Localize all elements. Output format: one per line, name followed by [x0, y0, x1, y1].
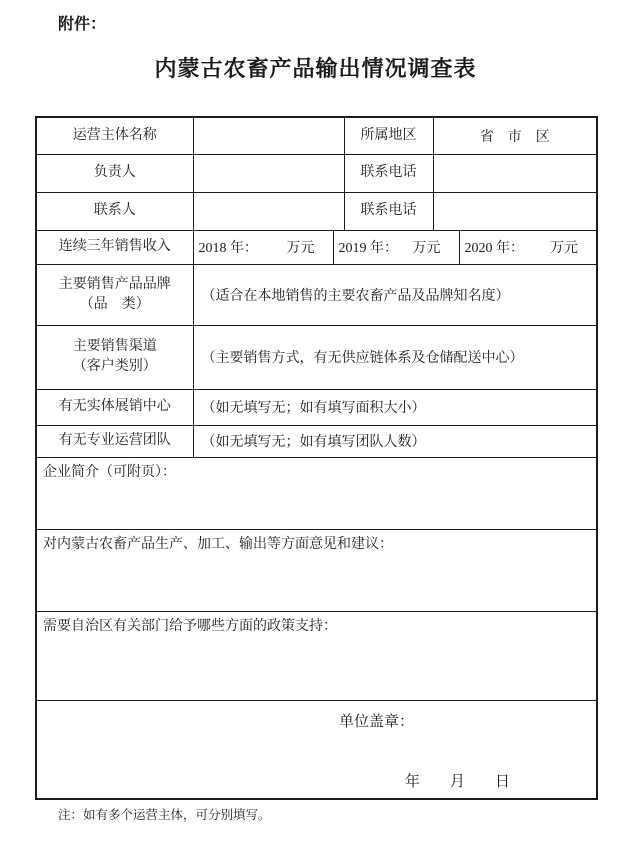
- table-row-revenue: [36, 230, 597, 264]
- operation-team-input-cell[interactable]: （如无填写无；如有填写团队人数）: [193, 425, 597, 457]
- region-label: 所属地区: [344, 117, 433, 154]
- revenue-2020-year-label: 2020 年：: [464, 241, 524, 256]
- revenue-2019-input-cell[interactable]: [333, 230, 459, 264]
- survey-table: [35, 116, 598, 800]
- principal-phone-label: 联系电话: [344, 154, 433, 192]
- operator-name-label: 运营主体名称: [36, 117, 193, 154]
- table-row-suggestions: [36, 529, 597, 611]
- brands-input-cell[interactable]: （适合在本地销售的主要农畜产品及品牌知名度）: [193, 264, 597, 325]
- principal-phone-input-cell[interactable]: [433, 154, 597, 192]
- operation-team-label: 有无专业运营团队: [36, 425, 193, 457]
- channels-label: [36, 325, 193, 389]
- date-label: 年 月 日: [405, 774, 511, 790]
- signature-cell[interactable]: [36, 700, 597, 799]
- table-row-principal: [36, 154, 597, 192]
- table-row-exhibition-center: [36, 389, 597, 425]
- table-row-policy-support: [36, 611, 597, 700]
- revenue-2018-year-label: 2018 年：: [198, 241, 258, 256]
- policy-support-input-cell[interactable]: [36, 611, 597, 700]
- channels-label-line1: 主要销售渠道: [72, 339, 157, 354]
- contact-phone-label: 联系电话: [344, 192, 433, 230]
- revenue-2018-input-cell[interactable]: [193, 230, 333, 264]
- table-row-company-profile: [36, 457, 597, 529]
- table-row-brands: [36, 264, 597, 325]
- suggestions-input-cell[interactable]: [36, 529, 597, 611]
- revenue-label: 连续三年销售收入: [36, 230, 193, 264]
- table-row-channels: [36, 325, 597, 389]
- revenue-2020-unit-label: 万元: [550, 241, 578, 256]
- exhibition-center-input-cell[interactable]: （如无填写无；如有填写面积大小）: [193, 389, 597, 425]
- table-row-signature: [36, 700, 597, 799]
- brands-label-line2: （品 类）: [79, 296, 150, 312]
- brands-label: [36, 264, 193, 325]
- principal-input-cell[interactable]: [193, 154, 344, 192]
- contact-label: 联系人: [36, 192, 193, 230]
- table-row-operation-team: [36, 425, 597, 457]
- unit-seal-label: 单位盖章：: [339, 713, 415, 730]
- revenue-2018-unit-label: 万元: [286, 241, 315, 256]
- company-profile-label: 企业简介（可附页）：: [43, 464, 176, 480]
- contact-input-cell[interactable]: [193, 192, 344, 230]
- operator-name-input-cell[interactable]: [193, 117, 344, 154]
- table-row-operator-name: [36, 117, 597, 154]
- company-profile-input-cell[interactable]: [36, 457, 597, 529]
- footnote: 注：如有多个运营主体，可分别填写。: [58, 808, 271, 822]
- channels-input-cell[interactable]: （主要销售方式，有无供应链体系及仓储配送中心）: [193, 325, 597, 389]
- page-title: 内蒙古农畜产品输出情况调查表: [154, 56, 477, 81]
- attachment-label: 附件：: [58, 16, 107, 33]
- table-row-contact: [36, 192, 597, 230]
- brands-label-line1: 主要销售产品品牌: [58, 276, 171, 292]
- region-value-cell[interactable]: 省 市 区: [433, 117, 597, 154]
- exhibition-center-label: 有无实体展销中心: [36, 389, 193, 425]
- revenue-2020-input-cell[interactable]: [459, 230, 597, 264]
- revenue-2019-unit-label: 万元: [412, 241, 441, 256]
- contact-phone-input-cell[interactable]: [433, 192, 597, 230]
- principal-label: 负责人: [36, 154, 193, 192]
- suggestions-label: 对内蒙古农畜产品生产、加工、输出等方面意见和建议：: [43, 536, 393, 552]
- channels-label-line2: （客户类别）: [72, 359, 157, 374]
- policy-support-label: 需要自治区有关部门给予哪些方面的政策支持：: [43, 618, 337, 634]
- revenue-2019-year-label: 2019 年：: [338, 241, 398, 256]
